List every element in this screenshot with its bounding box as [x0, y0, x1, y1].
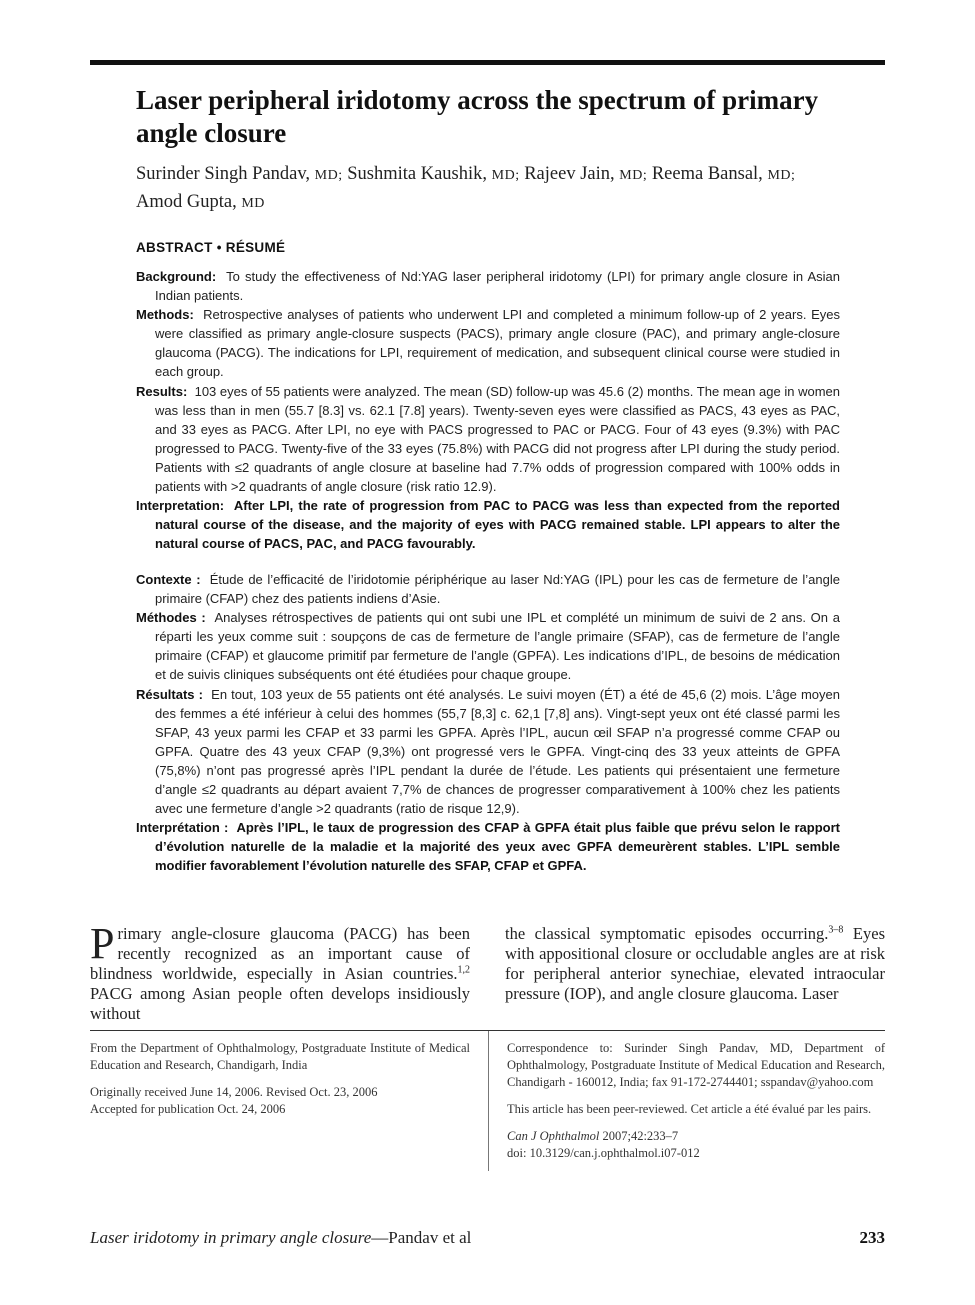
abstract-french [136, 570, 840, 876]
author-degree: MD [241, 196, 265, 211]
article-title: Laser peripheral iridotomy across the spectrum of primary angle closure [136, 85, 819, 148]
running-footer [90, 1228, 471, 1248]
citation-details: 2007;42:233–7 [599, 1129, 679, 1143]
section-label: Contexte : [136, 572, 201, 587]
peer-review-note: This article has been peer-reviewed. Cet article a été évalué par les pairs. [507, 1102, 872, 1116]
top-rule [90, 60, 885, 65]
footnote-column-divider [488, 1031, 489, 1171]
section-label: Interprétation : [136, 820, 229, 836]
body-text: the classical symptomatic episodes occurring. [505, 924, 829, 943]
running-authors: —Pandav et al [371, 1228, 472, 1247]
body-column-right [505, 924, 885, 1004]
section-label: Results: [136, 383, 188, 399]
journal-name: Can J Ophthalmol [507, 1129, 600, 1143]
citation [507, 1128, 885, 1162]
abstract-methods [136, 305, 840, 381]
drop-cap: P [90, 919, 115, 968]
correspondence: Correspondence to: Surinder Singh Pandav, MD, Department of Ophthalmology, Postgraduate Institute of Medical Education and Research, Chandigarh - 160012, India; fax 91-172-2744401; sspandav@yahoo.com [507, 1041, 885, 1089]
section-text: Analyses rétrospectives de patients qui ont subi une IPL et complété un minimum de suivi de 2 ans. On a réparti les yeux comme suit : soupçons de cas de fermeture de l’angle primaire (SFAP), cas de fermeture de l’angle primaire (CFAP) et glaucome primitif par fermeture de l’angle (GPFA). Les indications d’IPL, de besoins de médication et de suivis cliniques subséquents ont été étudiées pour chaque groupe. [155, 610, 840, 683]
body-column-left [90, 919, 470, 1024]
page-number: 233 [859, 1228, 885, 1247]
author-list [136, 161, 856, 217]
abstract-results [136, 382, 840, 497]
running-title: Laser iridotomy in primary angle closure [90, 1228, 372, 1247]
section-label: Résultats : [136, 686, 203, 702]
citation-ref: 1,2 [457, 964, 470, 976]
affiliation: From the Department of Ophthalmology, Postgraduate Institute of Medical Education and Research, Chandigarh, India [90, 1041, 470, 1072]
author-degree: MD; [619, 168, 648, 183]
section-label: Interpretation: [136, 498, 225, 514]
abstract-english [136, 267, 840, 553]
resume-resultats [136, 685, 840, 819]
author-name: Sushmita Kaushik, [347, 164, 488, 184]
author-degree: MD; [491, 168, 520, 183]
author-name: Reema Bansal, [651, 164, 763, 184]
abstract-interpretation [136, 496, 840, 553]
section-label: Background: [136, 269, 217, 284]
section-label: Methods: [136, 307, 194, 323]
resume-contexte [136, 570, 840, 608]
section-text: Après l’IPL, le taux de progression des CFAP à GPFA était plus faible que prévu selon le rapport d’évolution naturelle de la maladie et la majorité des yeux avec GPFA demeurèrent stables. L’IPL semble modifier favorablement l’évolution naturelle des SFAP, CFAP et GPFA. [155, 820, 840, 874]
section-text: Retrospective analyses of patients who underwent LPI and completed a minimum follow-up of 2 years. Eyes were classified as primary angle-closure suspects (PACS), primary angle closure (PAC), and primary angle-closure glaucoma (PACG). The indications for LPI, requirement of medication, and subsequent clinical course were studied in each group. [155, 307, 840, 380]
citation-ref: 3–8 [828, 924, 844, 936]
accepted-date: Accepted for publication Oct. 24, 2006 [90, 1102, 286, 1116]
section-label: Méthodes : [136, 610, 206, 626]
section-text: 103 eyes of 55 patients were analyzed. The mean (SD) follow-up was 45.6 (2) months. The mean age in women was less than in men (55.7 [8.3] vs. 62.1 [7.8] years). Twenty-seven eyes were classified as PACS, 43 eyes as PAC, and 33 eyes as PACG. After LPI, no eye with PACS progressed to PAC or PACG. Four of 43 eyes (9.3%) with PAC progressed to PACG. Twenty-five of the 33 eyes (75.8%) with PACG did not progress after LPI during the study period. Patients with ≤2 quadrants of angle closure at baseline had 7.7% odds of progression compared with 100% odds in patients with >2 quadrants of angle closure (risk ratio 12.9). [155, 383, 840, 495]
section-text: After LPI, the rate of progression from PAC to PACG was less than expected from the reported natural course of the disease, and the majority of eyes with PACG remained stable. LPI appears to alter the natural course of PACS, PAC, and PACG favourably. [155, 498, 841, 552]
dates [90, 1084, 470, 1118]
author-degree: MD; [314, 168, 343, 183]
resume-methodes [136, 608, 840, 684]
body-text: Eyes with appositional closure or occludable angles are at risk for peripheral anterior synechiae, elevated intraocular pressure (IOP), and angle closure glaucoma. Laser [505, 924, 885, 1003]
abstract-background [136, 267, 840, 305]
footnotes-right [507, 1040, 885, 1172]
author-name: Surinder Singh Pandav, [136, 164, 311, 184]
author-name: Amod Gupta, [136, 192, 237, 212]
doi-link[interactable]: doi: 10.3129/can.j.ophthalmol.i07-012 [507, 1146, 700, 1160]
received-date: Originally received June 14, 2006. Revised Oct. 23, 2006 [90, 1085, 378, 1099]
abstract-heading: ABSTRACT • RÉSUMÉ [136, 240, 286, 255]
footnotes-left [90, 1040, 470, 1128]
section-text: To study the effectiveness of Nd:YAG laser peripheral iridotomy (LPI) for primary angle closure in Asian Indian patients. [155, 269, 840, 304]
author-degree: MD; [767, 168, 796, 183]
section-text: Étude de l’efficacité de l’iridotomie périphérique au laser Nd:YAG (IPL) pour les cas de fermeture de l’angle primaire (CFAP) chez des patients indiens d’Asie. [155, 572, 840, 607]
resume-interpretation [136, 818, 840, 875]
body-text: rimary angle-closure glaucoma (PACG) has been recently recognized as an important cause of blindness worldwide, especially in Asian countries. [90, 924, 470, 983]
author-name: Rajeev Jain, [524, 164, 615, 184]
section-text: En tout, 103 yeux de 55 patients ont été analysés. Le suivi moyen (ÉT) a été de 45,6 (2) mois. L’âge moyen des femmes a été inférieur à celui des hommes (55,7 [8,3] c. 62,1 [7,8] ans). Vingt-sept yeux ont été classé parmi les SFAP, 43 yeux parmi les CFAP et 33 parmi les GPFA. Après l’IPL, aucun œil SFAP n’a progressé comme CFAP ou GPFA. Quatre des 43 yeux CFAP (9,3%) ont progressé vers le GPFA. Vingt-cinq des 33 yeux atteints de GPFA (75,8%) n’ont pas progressé après l’IPL pendant la durée de l’étude. Les patients qui présentaient une fermeture d’angle ≤2 quadrants au départ avaient 7,7% de chances de progresser comparativement à 100% chez les patients avec une fermeture d’angle >2 quadrants (ratio de risque 12,9). [155, 686, 840, 817]
body-text: PACG among Asian people often develops insidiously without [90, 984, 470, 1023]
